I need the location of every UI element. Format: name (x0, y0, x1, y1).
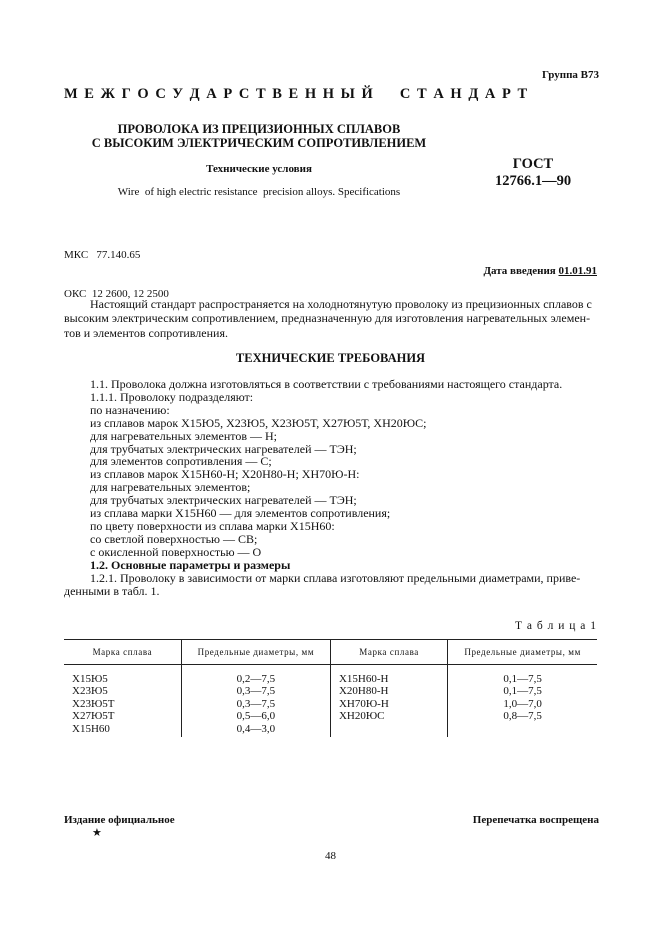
intro-date (483, 265, 597, 277)
intro-line: Настоящий стандарт распространяется на холоднотянутую проволоку из прецизионных сплавов с (90, 297, 592, 311)
star-icon: ★ (92, 827, 102, 839)
diameter-range: 0,4—3,0 (236, 722, 276, 735)
requirement-line: из сплавов марок Х15Ю5, Х23Ю5, Х23Ю5Т, Х27Ю5Т, ХН20ЮС; (90, 415, 427, 430)
requirement-line: 1.1. Проволока должна изготовляться в соответствии с требованиями настоящего стандарта. (90, 377, 563, 391)
section-title: ТЕХНИЧЕСКИЕ ТРЕБОВАНИЯ (235, 351, 426, 365)
title-line-1: ПРОВОЛОКА ИЗ ПРЕЦИЗИОННЫХ СПЛАВОВ (117, 122, 401, 136)
alloy-grade: Х23Ю5 (72, 685, 108, 698)
requirement-line: из сплавов марок Х15Н60-Н; Х20Н80-Н; ХН70Ю-Н: (90, 467, 360, 482)
para-121-line: денными в табл. 1. (64, 583, 160, 598)
reprint-prohibited: Перепечатка воспрещена (472, 814, 599, 826)
header-diameter-limits: Предельные диаметры, мм (448, 640, 597, 665)
gost-label: ГОСТ (512, 156, 554, 172)
diameter-range: 0,2—7,5 (236, 673, 276, 685)
diameter-range: 0,1—7,5 (503, 673, 542, 685)
requirement-line: для элементов сопротивления — С; (90, 454, 272, 469)
title-line-2: С ВЫСОКИМ ЭЛЕКТРИЧЕСКИМ СОПРОТИВЛЕНИЕМ (91, 136, 427, 150)
alloy-grade: Х23Ю5Т (72, 697, 115, 710)
alloy-grade: Х15Н60 (72, 722, 110, 735)
requirement-line: для нагревательных элементов — Н; (90, 428, 277, 443)
alloy-grade: ХН20ЮС (338, 710, 385, 723)
requirement-line: из сплава марки Х15Н60 — для элементов сопротивления; (90, 506, 391, 521)
intro-line: высоким электрическим сопротивлением, предназначенную для изготовления нагревательных элемен- (64, 311, 591, 326)
gost-number: 12766.1—90 (494, 173, 572, 189)
requirement-line: для трубчатых электрических нагревателей — ТЭН; (90, 493, 357, 508)
diameter-range: 1,0—7,0 (503, 697, 542, 710)
interstate-standard-banner: М Е Ж Г О С У Д А Р С Т В Е Н Н Ы Й С Т А Н Д А Р Т (64, 86, 529, 102)
para-121-line: 1.2.1. Проволоку в зависимости от марки сплава изготовляют предельными диаметрами, приве- (90, 570, 581, 585)
requirement-line: 1.1.1. Проволоку подразделяют: (90, 389, 254, 404)
alloy-grade: Х15Н60-Н (338, 673, 389, 685)
alloy-grade: ХН70Ю-Н (338, 697, 389, 710)
requirement-line: для нагревательных элементов; (90, 480, 251, 495)
diameter-range: 0,3—7,5 (236, 685, 276, 698)
requirement-line: по назначению: (90, 402, 170, 417)
alloy-grade: Х20Н80-Н (338, 685, 389, 698)
diameter-range: 0,5—6,0 (236, 710, 276, 723)
table-header-row (64, 640, 597, 665)
document-subtitle: Технические условия (206, 163, 312, 175)
oks-code: ОКС 12 2600, 12 2500 (64, 288, 169, 300)
mks-code: МКС 77.140.65 (64, 249, 141, 261)
diameter-range: 0,3—7,5 (236, 697, 276, 710)
group-code: Группа В73 (541, 69, 599, 81)
requirement-line: по цвету поверхности из сплава марки Х15Н60: (90, 518, 335, 533)
requirement-line: для трубчатых электрических нагревателей — ТЭН; (90, 441, 357, 456)
diameter-range: 0,8—7,5 (503, 710, 542, 723)
requirement-line: со светлой поверхностью — СВ; (90, 531, 258, 546)
header-alloy-grade: Марка сплава (64, 640, 181, 665)
intro-paragraph (64, 297, 604, 340)
intro-line: тов и элементов сопротивления. (64, 325, 228, 340)
right-alloys-cell (330, 665, 447, 738)
alloy-grade: Х15Ю5 (72, 673, 108, 685)
intro-date-value: 01.01.91 (558, 265, 597, 277)
page-number: 48 (325, 850, 336, 862)
diameters-table (64, 639, 597, 737)
alloy-grade: Х27Ю5Т (72, 710, 115, 723)
official-edition: Издание официальное (64, 814, 175, 826)
intro-date-label: Дата введения (483, 265, 556, 277)
table-caption: Т а б л и ц а 1 (514, 620, 597, 632)
english-title: Wire of high electric resistance precision alloys. Specifications (117, 186, 401, 198)
diameter-range: 0,1—7,5 (503, 685, 542, 698)
gost-designation (482, 156, 584, 190)
requirement-line: с окисленной поверхностью — О (90, 544, 262, 559)
table-row (64, 665, 597, 738)
header-alloy-grade: Марка сплава (330, 640, 447, 665)
header-diameter-limits: Предельные диаметры, мм (181, 640, 330, 665)
requirements-list (64, 378, 580, 597)
left-diameters-cell (181, 665, 330, 738)
left-alloys-cell (64, 665, 181, 738)
subsection-title: 1.2. Основные параметры и размеры (90, 557, 291, 572)
right-diameters-cell (448, 665, 597, 738)
document-title (64, 122, 454, 150)
